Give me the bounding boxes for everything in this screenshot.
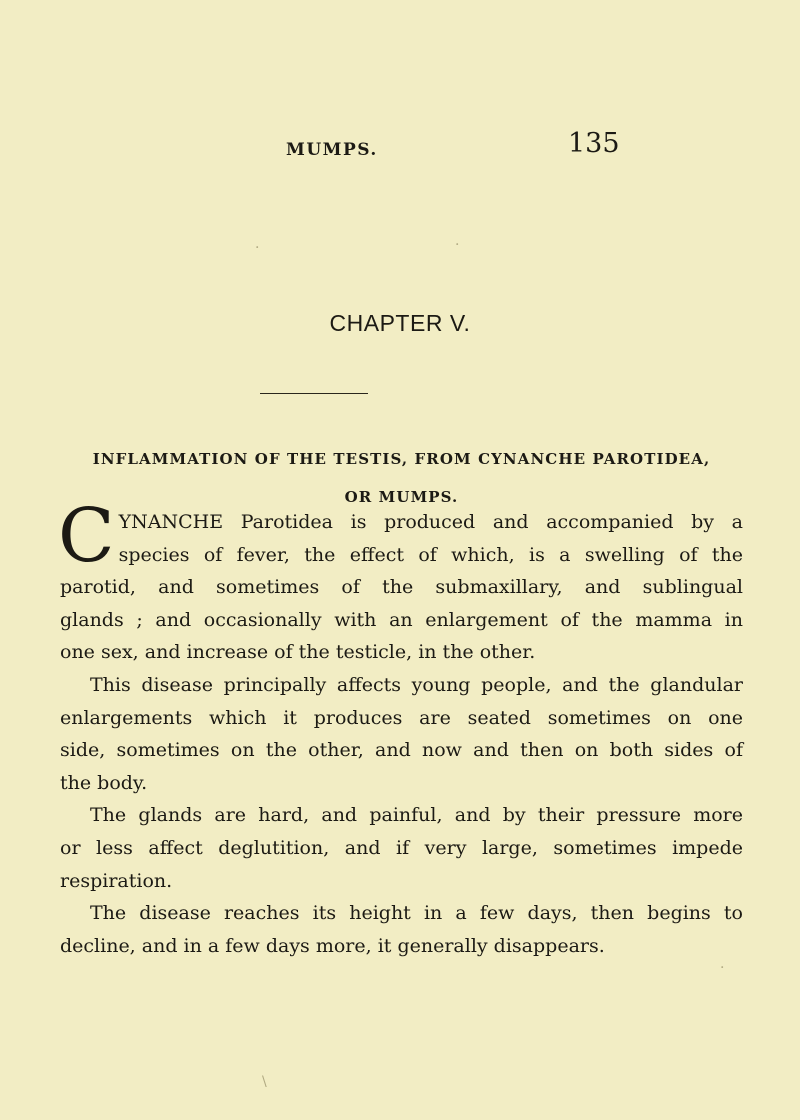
section-title (60, 440, 743, 516)
text-line: The disease reaches its height in a few days, then begins to (90, 902, 743, 925)
text-line: species of fever, the effect of which, is a swelling of the (118, 543, 743, 566)
paper-speck: \ (262, 1074, 267, 1090)
text-line: side, sometimes on the other, and now and then on both sides of (60, 739, 743, 762)
section-title-line-1: INFLAMMATION OF THE TESTIS, FROM CYNANCHE PAROTIDEA, (92, 450, 711, 468)
text-line: YNANCHE Parotidea is produced and accompanied by a (118, 511, 743, 533)
text-line: the body. (60, 771, 148, 794)
text-line: respiration. (60, 869, 173, 892)
paper-speck: · (255, 240, 260, 256)
text-line: The glands are hard, and painful, and by their pressure more (90, 804, 743, 827)
drop-cap: C (58, 493, 115, 579)
text-line: glands ; and occasionally with an enlargement of the mamma in (60, 608, 743, 631)
text-line: enlargements which it produces are seated sometimes on one (60, 706, 743, 729)
text-line: or less affect deglutition, and if very large, sometimes impede (60, 836, 743, 859)
divider-rule (260, 393, 368, 394)
text-line: This disease principally affects young people, and the glandular (90, 673, 743, 696)
chapter-title: CHAPTER V. (329, 310, 471, 336)
paragraph-3 (60, 799, 743, 897)
text-line: parotid, and sometimes of the submaxillary, and sublingual (60, 576, 743, 599)
text-line: one sex, and increase of the testicle, in the other. (60, 641, 536, 664)
paragraph-4 (60, 897, 743, 962)
page-number: 135 (568, 128, 620, 159)
paper-speck: · (720, 960, 725, 976)
section-title-line-2: OR MUMPS. (344, 488, 459, 506)
paragraph-2 (60, 669, 743, 799)
paper-speck: · (455, 237, 460, 253)
text-line: decline, and in a few days more, it generally disappears. (60, 934, 605, 957)
running-head: MUMPS. (286, 140, 378, 160)
